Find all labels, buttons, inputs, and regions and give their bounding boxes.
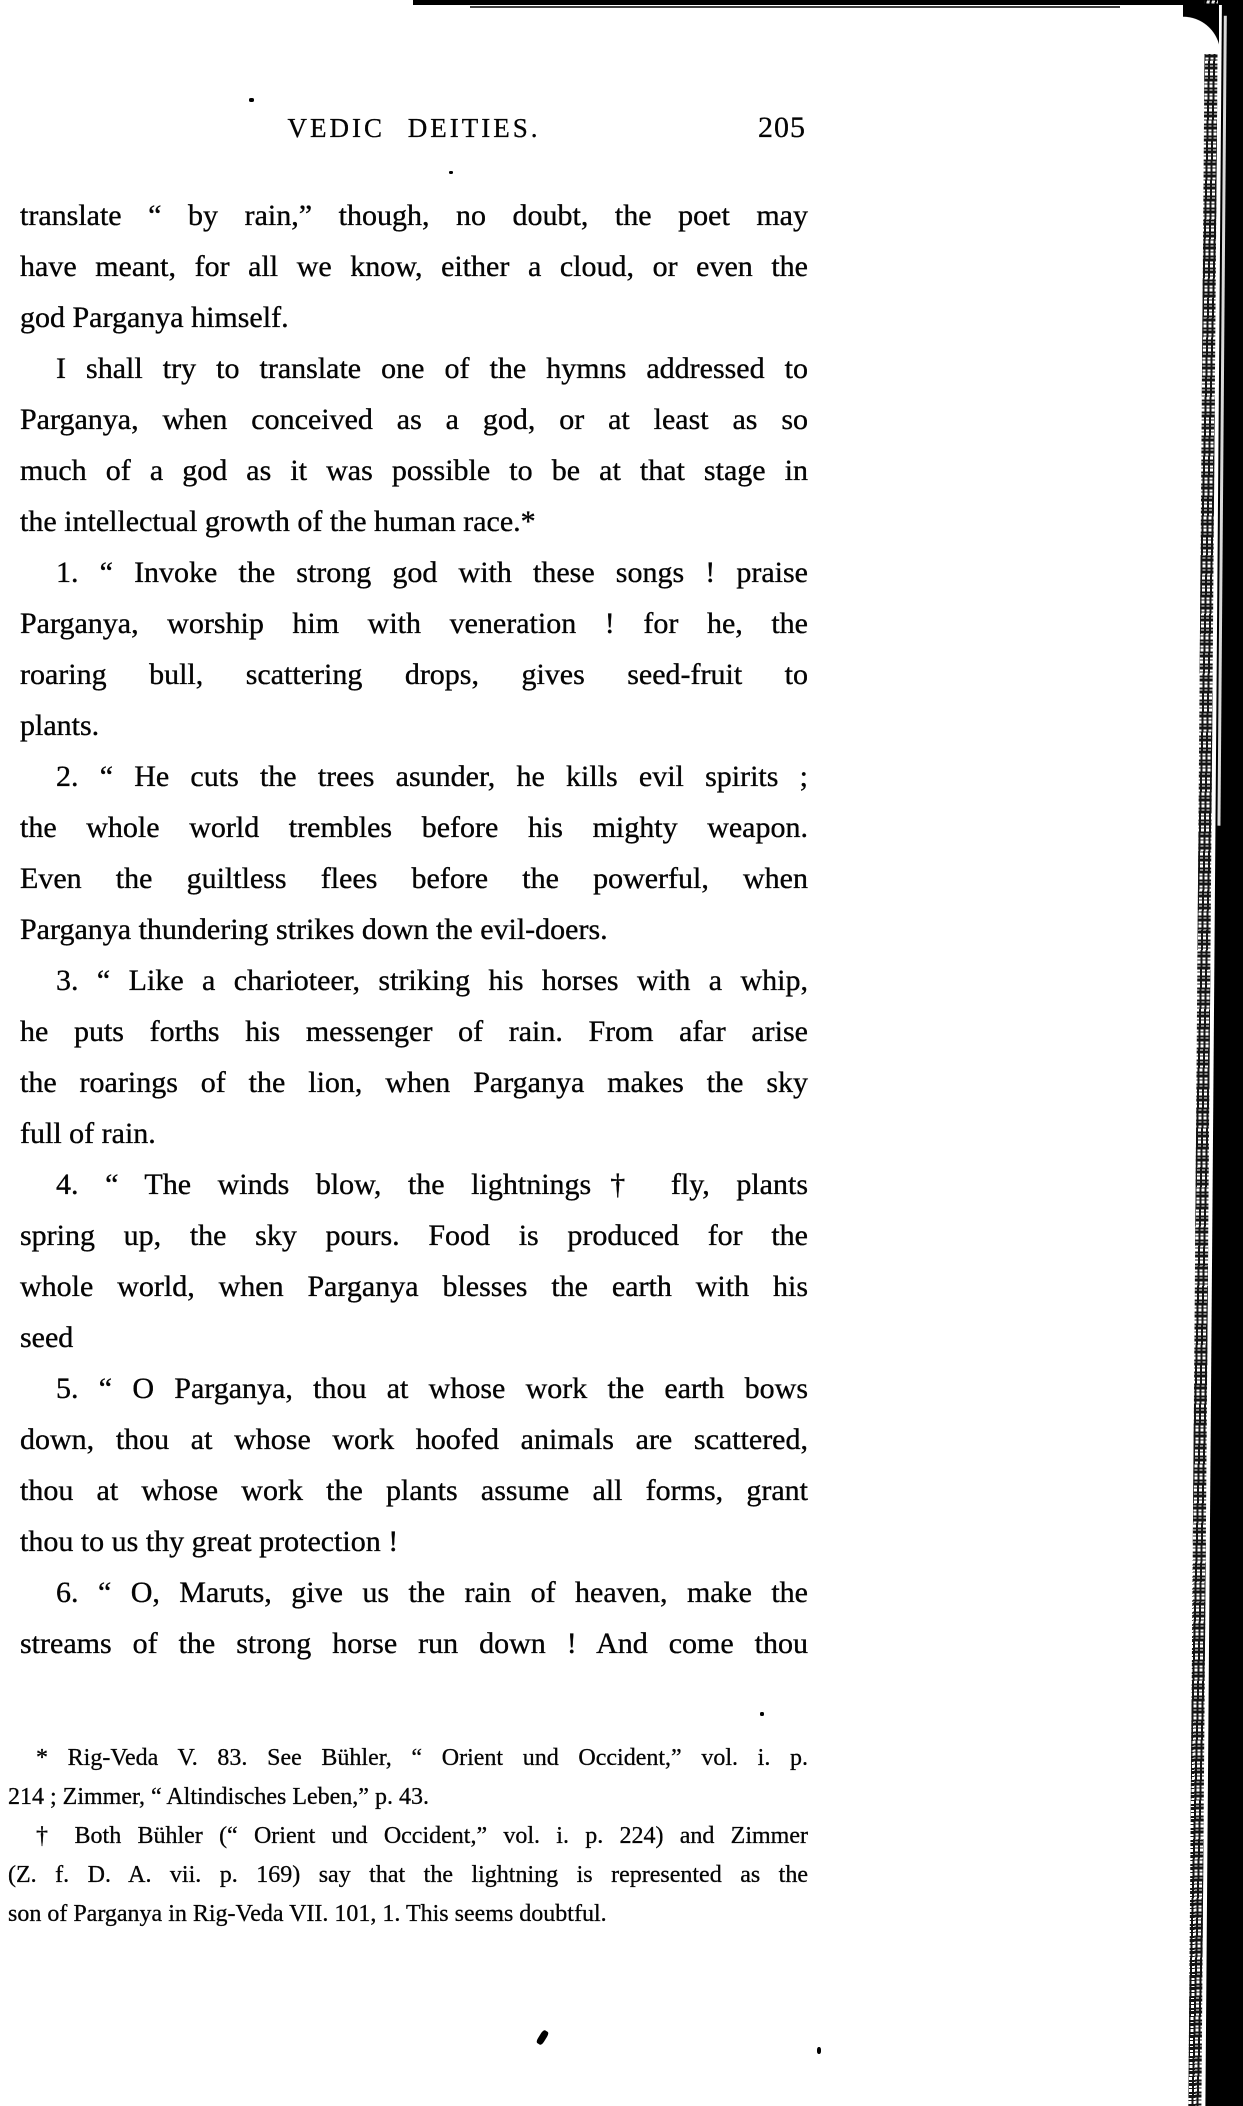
top-edge-scan-line [413,0,1243,5]
body-text-line: I shall try to translate one of the hymns addressed to [56,352,808,385]
body-text-line: the intellectual growth of the human race.* [20,505,536,538]
body-text [20,190,808,1669]
page-corner-curve [1183,4,1219,54]
body-text-line: 2. “ He cuts the trees asunder, he kills evil spirits ; [56,760,808,793]
body-text-line: 5. “ O Parganya, thou at whose work the earth bows [56,1372,808,1405]
body-text-line: seed [20,1321,74,1354]
body-text-line: streams of the strong horse run down ! And come thou [20,1627,808,1660]
body-text-line: roaring bull, scattering drops, gives seed-fruit to [20,658,808,691]
binding-shadow [1188,0,1243,2106]
body-text-line: full of rain. [20,1117,156,1150]
body-text-line: Parganya, when conceived as a god, or at least as so [20,403,808,436]
footnote-line: son of Parganya in Rig-Veda VII. 101, 1. This seems doubtful. [8,1901,607,1927]
ink-speck [760,1712,764,1716]
body-text-line: 4. “ The winds blow, the lightnings† fly, plants [56,1168,808,1201]
body-text-line: 6. “ O, Maruts, give us the rain of heaven, make the [56,1576,808,1609]
body-text-line: Parganya, worship him with veneration ! for he, the [20,607,808,640]
body-text-line: plants. [20,709,100,742]
ink-speck [536,2029,550,2045]
page-title: VEDIC DEITIES. [287,113,541,143]
body-text-line: the whole world trembles before his mighty weapon. [20,811,808,844]
body-text-line: Even the guiltless flees before the powerful, when [20,862,808,895]
body-text-line: much of a god as it was possible to be at that stage in [20,454,808,487]
body-text-line: have meant, for all we know, either a cloud, or even the [20,250,808,283]
body-text-line: thou at whose work the plants assume all forms, grant [20,1474,808,1507]
page-number: 205 [758,111,806,144]
body-text-line: 3. “ Like a charioteer, striking his horses with a whip, [56,964,808,997]
body-text-line: translate “ by rain,” though, no doubt, the poet may [20,199,808,232]
footnote-line: 214 ; Zimmer, “ Altindisches Leben,” p. 43. [8,1784,429,1810]
running-header [20,113,808,153]
top-edge-scan-line-2 [470,6,1120,8]
footnote-line: † Both Bühler (“ Orient und Occident,” vol. i. p. 224) and Zimmer [36,1823,808,1849]
body-text-line: god Parganya himself. [20,301,289,334]
body-text-line: the roarings of the lion, when Parganya makes the sky [20,1066,808,1099]
ink-speck [449,171,453,174]
footnotes [8,1739,808,1934]
body-text-line: whole world, when Parganya blesses the earth with his [20,1270,808,1303]
body-text-line: 1. “ Invoke the strong god with these songs ! praise [56,556,808,589]
body-text-line: he puts forths his messenger of rain. From afar arise [20,1015,808,1048]
body-text-line: spring up, the sky pours. Food is produced for the [20,1219,808,1252]
ink-speck [817,2047,821,2054]
footnote-line: (Z. f. D. A. vii. p. 169) say that the lightning is represented as the [8,1862,808,1888]
ink-speck [249,98,254,102]
body-text-line: thou to us thy great protection ! [20,1525,399,1558]
footnote-line: * Rig-Veda V. 83. See Bühler, “ Orient und Occident,” vol. i. p. [36,1745,808,1771]
body-text-line: Parganya thundering strikes down the evil-doers. [20,913,608,946]
body-text-line: down, thou at whose work hoofed animals are scattered, [20,1423,808,1456]
